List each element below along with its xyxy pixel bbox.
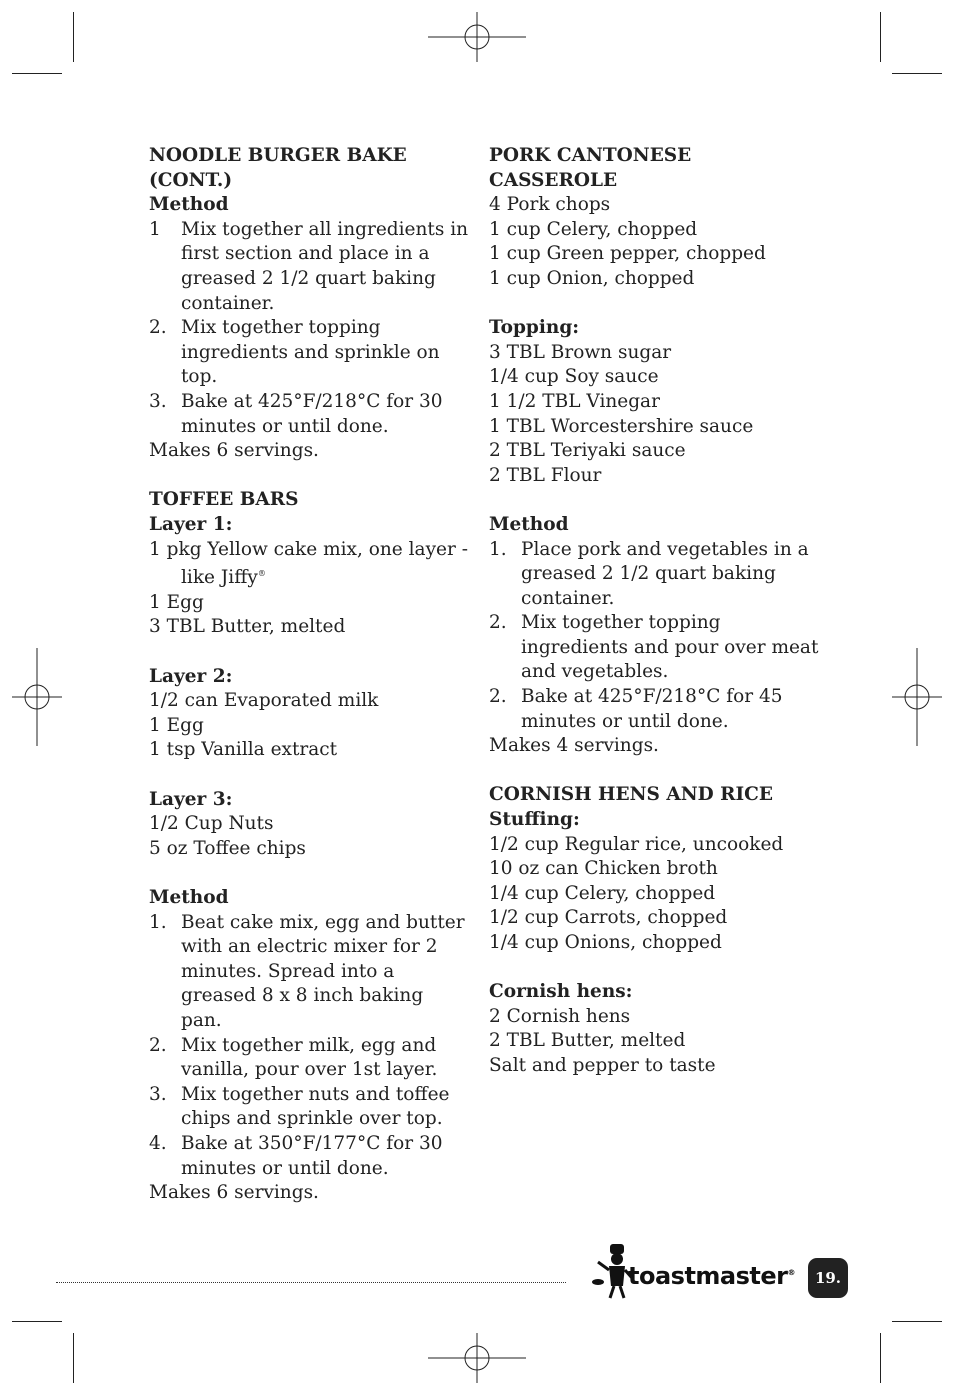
layer-heading: Layer 1: [149,513,233,535]
topping-heading: Topping: [489,317,580,339]
recipe-title: TOFFEE BARS [149,489,299,511]
ingredient: 1/2 Cup Nuts [149,813,274,835]
step-number: 4. [149,1132,167,1154]
ingredient: 1 tsp Vanilla extract [149,739,338,761]
registered-mark: ® [257,569,266,579]
method-step [149,1083,469,1132]
method-step [149,316,469,390]
ingredient: 1/2 cup Regular rice, uncooked [489,833,784,855]
step-number: 1. [149,911,167,933]
stuffing-heading: Stuffing: [489,809,580,831]
ingredient: 10 oz can Chicken broth [489,858,718,880]
ingredient: 1/2 cup Carrots, chopped [489,907,728,929]
step-number: 3. [149,390,167,412]
ingredient: 5 oz Toffee chips [149,837,306,859]
method-heading: Method [489,513,569,535]
method-step [489,685,819,734]
left-column [149,144,469,1206]
footer-dotted-rule [56,1282,566,1283]
registration-mark-icon [12,648,62,746]
step-text: Mix together nuts and toffee chips and sprinkle over top. [181,1083,450,1130]
method-step [149,218,469,316]
step-number: 1 [149,218,161,240]
servings: Makes 6 servings. [149,1182,319,1204]
ingredient: 1 cup Onion, chopped [489,267,695,289]
step-text: Bake at 350°F/177°C for 30 minutes or until done. [181,1132,443,1179]
crop-mark [12,73,62,74]
step-text: Beat cake mix, egg and butter with an electric mixer for 2 minutes. Spread into a greased 8 x 8 inch baking pan. [181,911,465,1031]
step-number: 2. [149,1034,167,1056]
crop-mark [73,1333,74,1383]
ingredient: 1 Egg [149,591,204,613]
recipe-title: CORNISH HENS AND RICE [489,784,773,806]
ingredient: 2 TBL Flour [489,464,602,486]
ingredient: 1/4 cup Celery, chopped [489,882,716,904]
ingredient: 1 TBL Worcestershire sauce [489,415,754,437]
hens-heading: Cornish hens: [489,981,633,1003]
right-column [489,144,819,1079]
step-text: Mix together topping ingredients and sprinkle on top. [181,317,440,388]
ingredient: 3 TBL Brown sugar [489,341,672,363]
page-number-badge: 19. [808,1258,848,1298]
method-step [489,538,819,612]
step-text: Place pork and vegetables in a greased 2 1/2 quart baking container. [521,538,809,609]
method-heading: Method [149,886,229,908]
step-text: Mix together milk, egg and vanilla, pour over 1st layer. [181,1034,438,1081]
crop-mark [880,12,881,62]
ingredient: 1/4 cup Onions, chopped [489,932,722,953]
registration-mark-icon [428,1333,526,1383]
crop-mark [880,1333,881,1383]
step-text: Bake at 425°F/218°C for 30 minutes or until done. [181,390,443,437]
recipe-title: PORK CANTONESE CASSEROLE [489,145,692,191]
ingredient: 1 1/2 TBL Vinegar [489,390,660,412]
registration-mark-icon [892,648,942,746]
step-number: 2. [489,612,507,634]
crop-mark [73,12,74,62]
ingredient: 1 Egg [149,714,204,736]
method-step [489,611,819,685]
ingredient: 2 Cornish hens [489,1005,631,1027]
method-step [149,1034,469,1083]
method-step [149,1132,469,1181]
servings: Makes 6 servings. [149,440,319,462]
ingredient: 1/2 can Evaporated milk [149,690,379,712]
ingredient: 1/4 cup Soy sauce [489,366,659,388]
brand-name: toastmaster® [628,1262,795,1290]
ingredient: 1 pkg Yellow cake mix, one layer - like Jiffy® [149,538,468,589]
method-heading: Method [149,194,229,216]
crop-mark [12,1321,62,1322]
step-number: 3. [149,1083,167,1105]
step-text: Mix together topping ingredients and pour over meat and vegetables. [521,612,819,683]
brand-registered-mark: ® [787,1268,795,1277]
ingredient: 4 Pork chops [489,194,611,216]
step-text: Mix together all ingredients in first section and place in a greased 2 1/2 quart baking container. [181,218,469,314]
ingredient: 1 cup Green pepper, chopped [489,243,766,265]
servings: Makes 4 servings. [489,735,659,757]
step-text: Bake at 425°F/218°C for 45 minutes or until done. [521,686,783,732]
crop-mark [892,73,942,74]
toastmaster-logo [590,1238,800,1302]
layer-heading: Layer 2: [149,665,233,687]
step-number: 1. [489,538,507,560]
step-number: 2. [149,317,167,339]
ingredient: 3 TBL Butter, melted [149,616,346,638]
ingredient: 1 cup Celery, chopped [489,218,698,240]
registration-mark-icon [428,12,526,62]
recipe-title: NOODLE BURGER BAKE [149,145,407,166]
layer-heading: Layer 3: [149,788,233,810]
crop-mark [892,1321,942,1322]
ingredient: 2 TBL Teriyaki sauce [489,440,686,462]
step-number: 2. [489,686,507,708]
recipe-title-continued: (CONT.) [149,169,233,191]
method-step [149,911,469,1034]
method-step [149,390,469,439]
ingredient: Salt and pepper to taste [489,1054,716,1076]
ingredient: 2 TBL Butter, melted [489,1030,686,1052]
